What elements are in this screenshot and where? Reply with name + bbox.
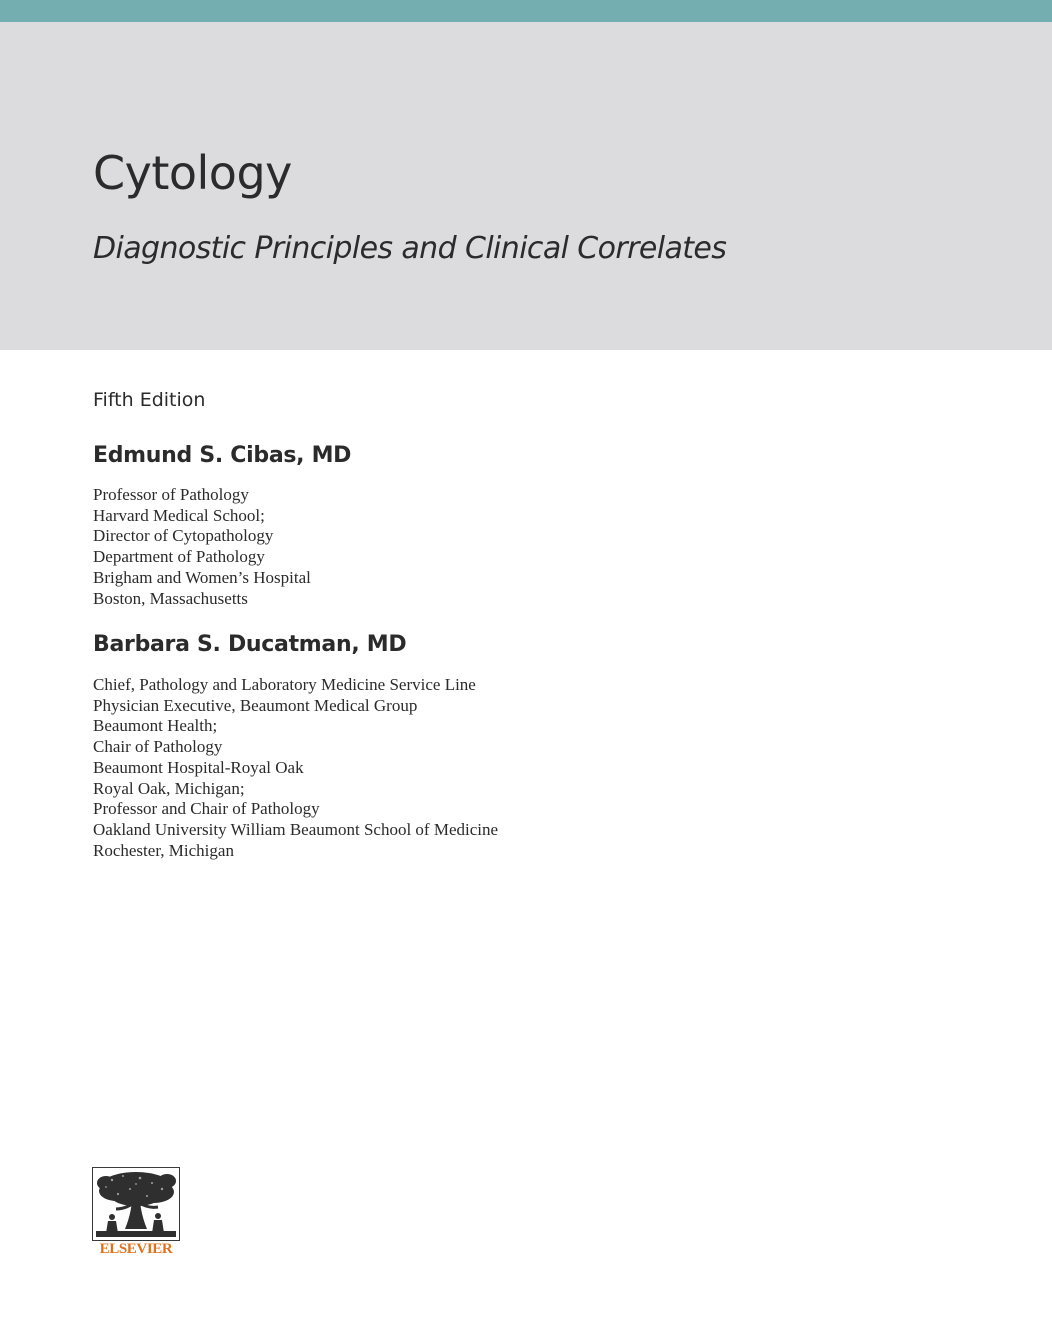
author-2-affiliation bbox=[93, 675, 498, 861]
affiliation-line: Royal Oak, Michigan; bbox=[93, 778, 245, 798]
affiliation-line: Director of Cytopathology bbox=[93, 526, 274, 546]
affiliation-line: Harvard Medical School; bbox=[93, 505, 265, 525]
affiliation-line: Department of Pathology bbox=[93, 547, 265, 567]
author-2-name: Barbara S. Ducatman, MD bbox=[93, 632, 407, 657]
affiliation-line: Chief, Pathology and Laboratory Medicine Service Line bbox=[93, 675, 476, 694]
affiliation-line: Brigham and Women’s Hospital bbox=[93, 567, 311, 587]
affiliation-line: Beaumont Health; bbox=[93, 716, 218, 736]
affiliation-line: Physician Executive, Beaumont Medical Group bbox=[93, 695, 418, 715]
affiliation-line: Professor of Pathology bbox=[93, 485, 249, 504]
top-color-band bbox=[0, 0, 1052, 22]
affiliation-line: Rochester, Michigan bbox=[93, 840, 234, 860]
author-1-name: Edmund S. Cibas, MD bbox=[93, 443, 352, 468]
affiliation-line: Professor and Chair of Pathology bbox=[93, 799, 320, 819]
affiliation-line: Beaumont Hospital-Royal Oak bbox=[93, 757, 304, 777]
publisher-name: ELSEVIER bbox=[99, 1241, 173, 1257]
affiliation-line: Chair of Pathology bbox=[93, 737, 223, 757]
tree-logo-icon bbox=[92, 1167, 180, 1241]
author-1-affiliation bbox=[93, 485, 311, 609]
book-title: Cytology bbox=[93, 146, 292, 200]
book-subtitle: Diagnostic Principles and Clinical Correlates bbox=[93, 231, 727, 266]
affiliation-line: Oakland University William Beaumont School of Medicine bbox=[93, 819, 499, 839]
affiliation-line: Boston, Massachusetts bbox=[93, 588, 248, 608]
publisher-logo bbox=[92, 1167, 180, 1267]
edition-label: Fifth Edition bbox=[93, 389, 206, 411]
